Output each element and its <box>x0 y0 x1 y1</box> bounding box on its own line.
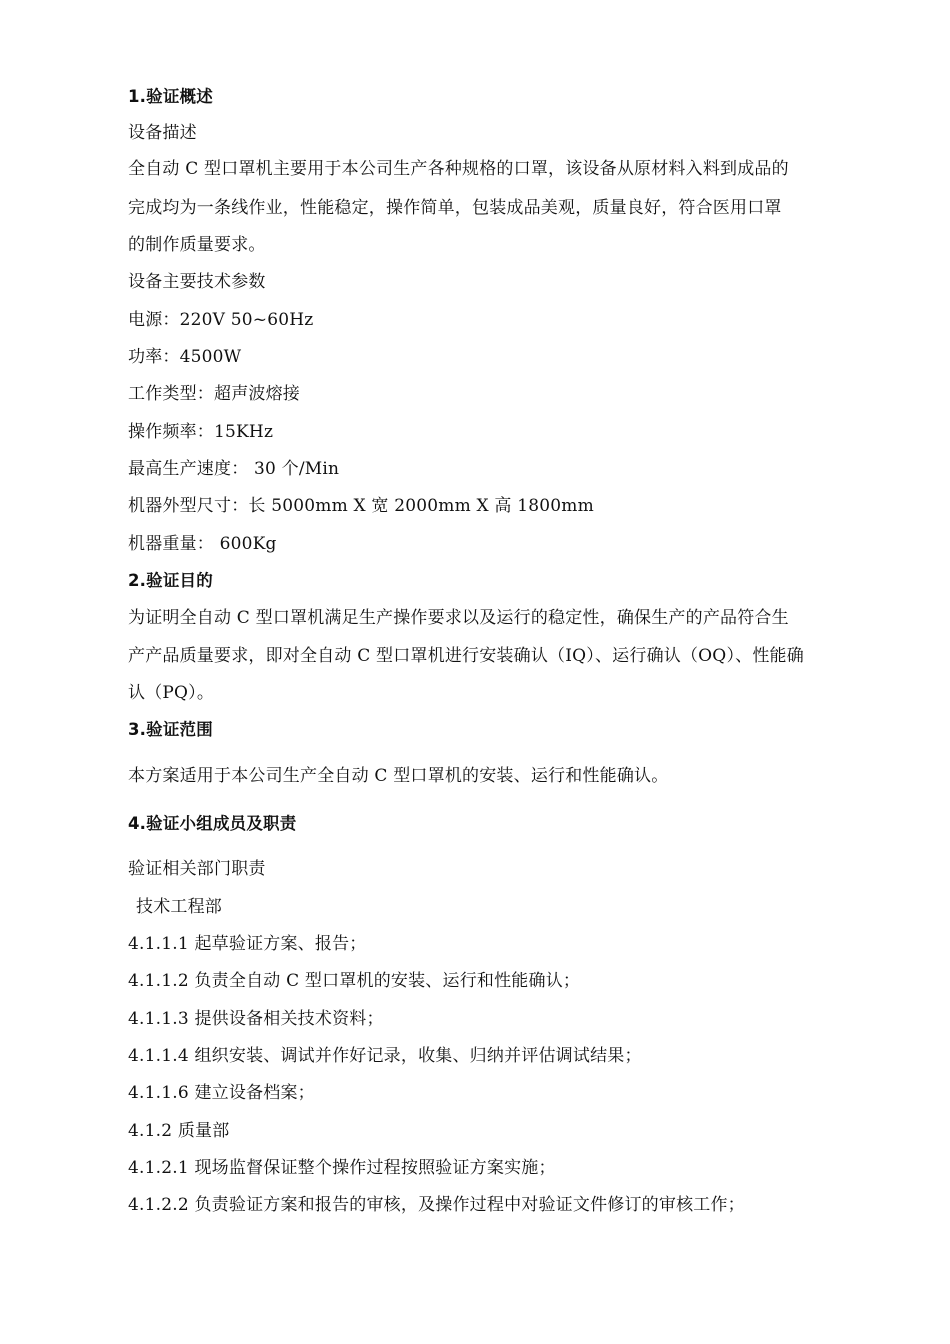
purpose-line-2: 产产品质量要求，即对全自动 C 型口罩机进行安装确认（IQ）、运行确认（OQ）、性能确 <box>128 646 804 666</box>
param-power-supply: 电源：220V 50~60Hz <box>128 310 314 330</box>
section-1-heading: 1.验证概述 <box>128 87 213 106</box>
device-description-line-1: 全自动 C 型口罩机主要用于本公司生产各种规格的口罩，该设备从原材料入料到成品的 <box>128 159 789 179</box>
scope-text: 本方案适用于本公司生产全自动 C 型口罩机的安装、运行和性能确认。 <box>128 766 669 786</box>
purpose-line-1: 为证明全自动 C 型口罩机满足生产操作要求以及运行的稳定性，确保生产的产品符合生 <box>128 608 789 628</box>
tech-engineering-dept-subheading: 技术工程部 <box>136 897 222 917</box>
responsibility-item: 4.1.2.1 现场监督保证整个操作过程按照验证方案实施； <box>128 1158 556 1178</box>
device-description-line-2: 完成均为一条线作业，性能稳定，操作简单，包装成品美观，质量良好，符合医用口罩 <box>128 198 782 218</box>
param-power: 功率：4500W <box>128 347 242 367</box>
responsibility-item: 4.1.1.4 组织安装、调试并作好记录，收集、归纳并评估调试结果； <box>128 1046 642 1066</box>
purpose-line-3: 认（PQ）。 <box>128 683 215 703</box>
responsibility-item: 4.1.1.3 提供设备相关技术资料； <box>128 1009 384 1029</box>
param-weight: 机器重量： 600Kg <box>128 534 277 554</box>
device-description-line-3: 的制作质量要求。 <box>128 235 266 255</box>
quality-dept-subheading: 4.1.2 质量部 <box>128 1121 230 1141</box>
responsibility-item: 4.1.1.6 建立设备档案； <box>128 1083 315 1103</box>
responsibility-item: 4.1.1.2 负责全自动 C 型口罩机的安装、运行和性能确认； <box>128 971 581 991</box>
param-frequency: 操作频率：15KHz <box>128 422 274 442</box>
section-4-heading: 4.验证小组成员及职责 <box>128 814 297 833</box>
responsibility-item: 4.1.2.2 负责验证方案和报告的审核，及操作过程中对验证文件修订的审核工作； <box>128 1195 745 1215</box>
param-max-speed: 最高生产速度： 30 个/Min <box>128 459 340 479</box>
tech-params-subheading: 设备主要技术参数 <box>128 272 266 292</box>
dept-responsibilities-subheading: 验证相关部门职责 <box>128 859 266 879</box>
device-description-subheading: 设备描述 <box>128 123 197 143</box>
param-work-type: 工作类型：超声波熔接 <box>128 384 300 404</box>
responsibility-item: 4.1.1.1 起草验证方案、报告； <box>128 934 367 954</box>
param-dimensions: 机器外型尺寸：长 5000mm X 宽 2000mm X 高 1800mm <box>128 496 594 516</box>
section-2-heading: 2.验证目的 <box>128 571 213 590</box>
section-3-heading: 3.验证范围 <box>128 720 213 739</box>
